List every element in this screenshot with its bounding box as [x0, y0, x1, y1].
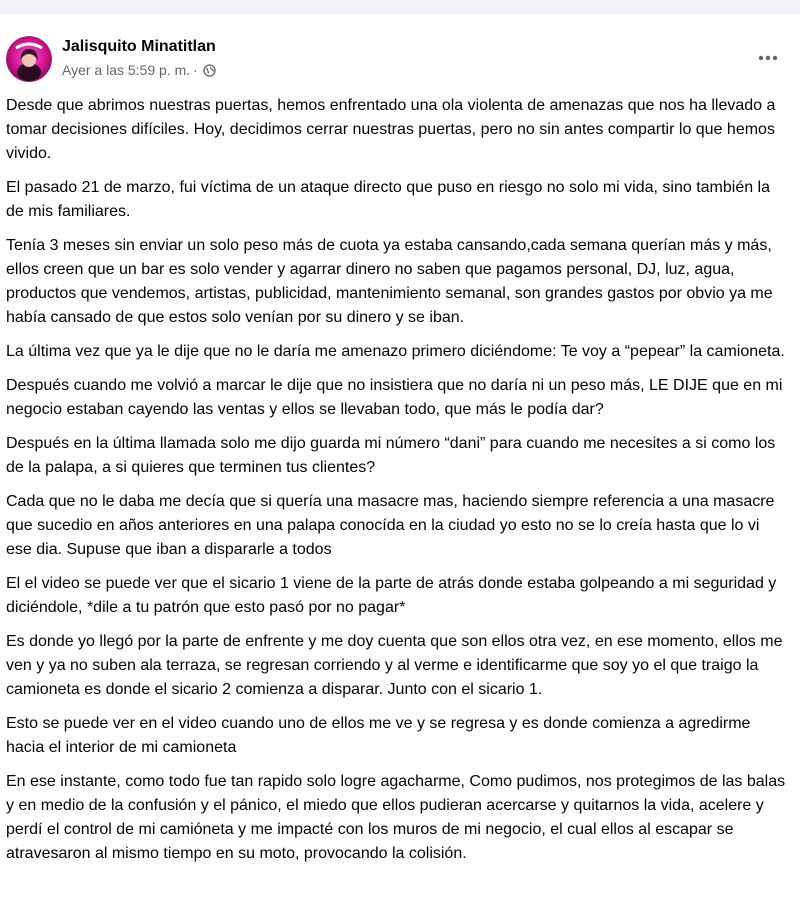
avatar-image: [6, 36, 52, 82]
avatar[interactable]: [6, 36, 52, 82]
post-paragraph: Tenía 3 meses sin enviar un solo peso más de cuota ya estaba cansando,cada semana querían más y más, ellos creen que un bar es solo vender y agarrar dinero no saben que pagamos personal, DJ, luz, agua, productos que vendemos, artistas, publicidad, mantenimiento semanal, son grandes gastos por obvio ya me había cansado de que estos solo venían por su dinero y se iban.: [6, 237, 773, 326]
post-paragraph: Después cuando me volvió a marcar le dije que no insistiera que no daría ni un peso más, LE DIJE que en mi negocio estaban cayendo las ventas y ellos se llevaban todo, que más le podía dar?: [6, 377, 783, 418]
post-paragraph: Es donde yo llegó por la parte de enfrente y me doy cuenta que son ellos otra vez, en ese momento, ellos me ven y ya no suben ala terraza, se regresan corriendo y al verme e identificarme que soy yo el que traigo la camioneta es donde el sicario 2 comienza a disparar. Junto con el sicario 1.: [6, 633, 783, 698]
meta-separator: ·: [193, 62, 198, 78]
post-header: [6, 36, 786, 84]
post-timestamp[interactable]: Ayer a las 5:59 p. m.: [62, 62, 191, 78]
post-paragraph: En ese instante, como todo fue tan rapido solo logre agacharme, Como pudimos, nos protegimos de las balas y en medio de la confusión y el pánico, el miedo que ellos pudieran acercarse y quitarnos la vida, acelere y perdí el control de mi camióneta y me impacté con los muros de mi negocio, el cual ellos al escapar se atravesaron al mismo tiempo en su moto, provocando la colisión.: [6, 773, 786, 862]
post-paragraph: Desde que abrimos nuestras puertas, hemos enfrentado una ola violenta de amenazas que nos ha llevado a tomar decisiones difíciles. Hoy, decidimos cerrar nuestras puertas, pero no sin antes compartir lo que hemos vivido.: [6, 97, 776, 162]
more-options-icon: [758, 55, 778, 61]
post-paragraph: Cada que no le daba me decía que si quería una masacre mas, haciendo siempre referencia a una masacre que sucedio en años anteriores en una palapa conocída en la ciudad yo esto no se lo creía hasta que lo vi ese dia. Supuse que iban a dispararle a todos: [6, 493, 775, 558]
post-body: [6, 94, 786, 876]
more-options-button[interactable]: [754, 44, 782, 72]
post-card: [0, 14, 800, 900]
post-paragraph: El pasado 21 de marzo, fui víctima de un ataque directo que puso en riesgo no solo mi vida, sino también la de mis familiares.: [6, 179, 771, 220]
post-paragraph: Esto se puede ver en el video cuando uno de ellos me ve y se regresa y es donde comienza a agredirme hacia el interior de mi camioneta: [6, 715, 751, 756]
post-paragraph: El el video se puede ver que el sicario 1 viene de la parte de atrás donde estaba golpeando a mi seguridad y diciéndole, *dile a tu patrón que esto pasó por no pagar*: [6, 575, 777, 616]
post-meta: [62, 62, 216, 78]
author-name[interactable]: Jalisquito Minatitlan: [62, 38, 216, 55]
post-paragraph: La última vez que ya le dije que no le daría me amenazo primero diciéndome: Te voy a “pepear” la camioneta.: [6, 343, 785, 360]
feed-background: [0, 0, 800, 14]
globe-icon[interactable]: [203, 64, 216, 77]
post-paragraph: Después en la última llamada solo me dijo guarda mi número “dani” para cuando me necesites a si como los de la palapa, a si quieres que terminen tus clientes?: [6, 435, 776, 476]
